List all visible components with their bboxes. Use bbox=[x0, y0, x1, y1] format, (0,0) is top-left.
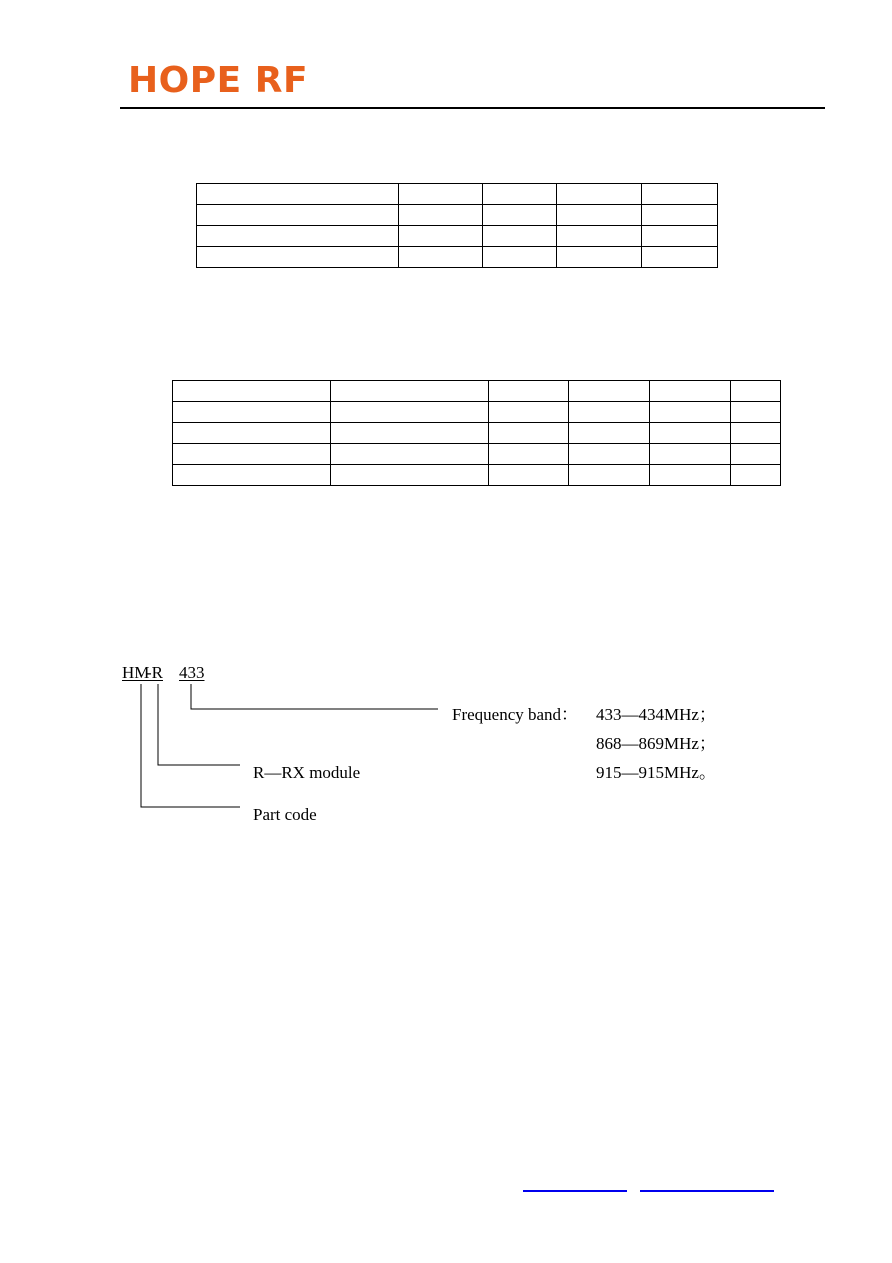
rx-module-connector-line bbox=[158, 684, 240, 765]
part-segment-frequency: 433 bbox=[179, 663, 205, 682]
frequency-value-433: 433—434MHz； bbox=[596, 705, 716, 724]
frequency-value-868: 868—869MHz； bbox=[596, 734, 716, 753]
part-segment-code: HM bbox=[122, 663, 150, 682]
frequency-value-915: 915—915MHz。 bbox=[596, 763, 716, 782]
frequency-band-label: Frequency band： bbox=[452, 705, 579, 724]
part-segment-type: -R bbox=[146, 663, 163, 682]
frequency-connector-line bbox=[191, 684, 438, 709]
rx-module-label: R—RX module bbox=[253, 763, 361, 782]
logo-text: HOPE RF bbox=[128, 60, 309, 101]
part-code-label: Part code bbox=[253, 805, 317, 824]
footer-link-2[interactable] bbox=[640, 1190, 774, 1192]
footer-link-1[interactable] bbox=[523, 1190, 627, 1192]
